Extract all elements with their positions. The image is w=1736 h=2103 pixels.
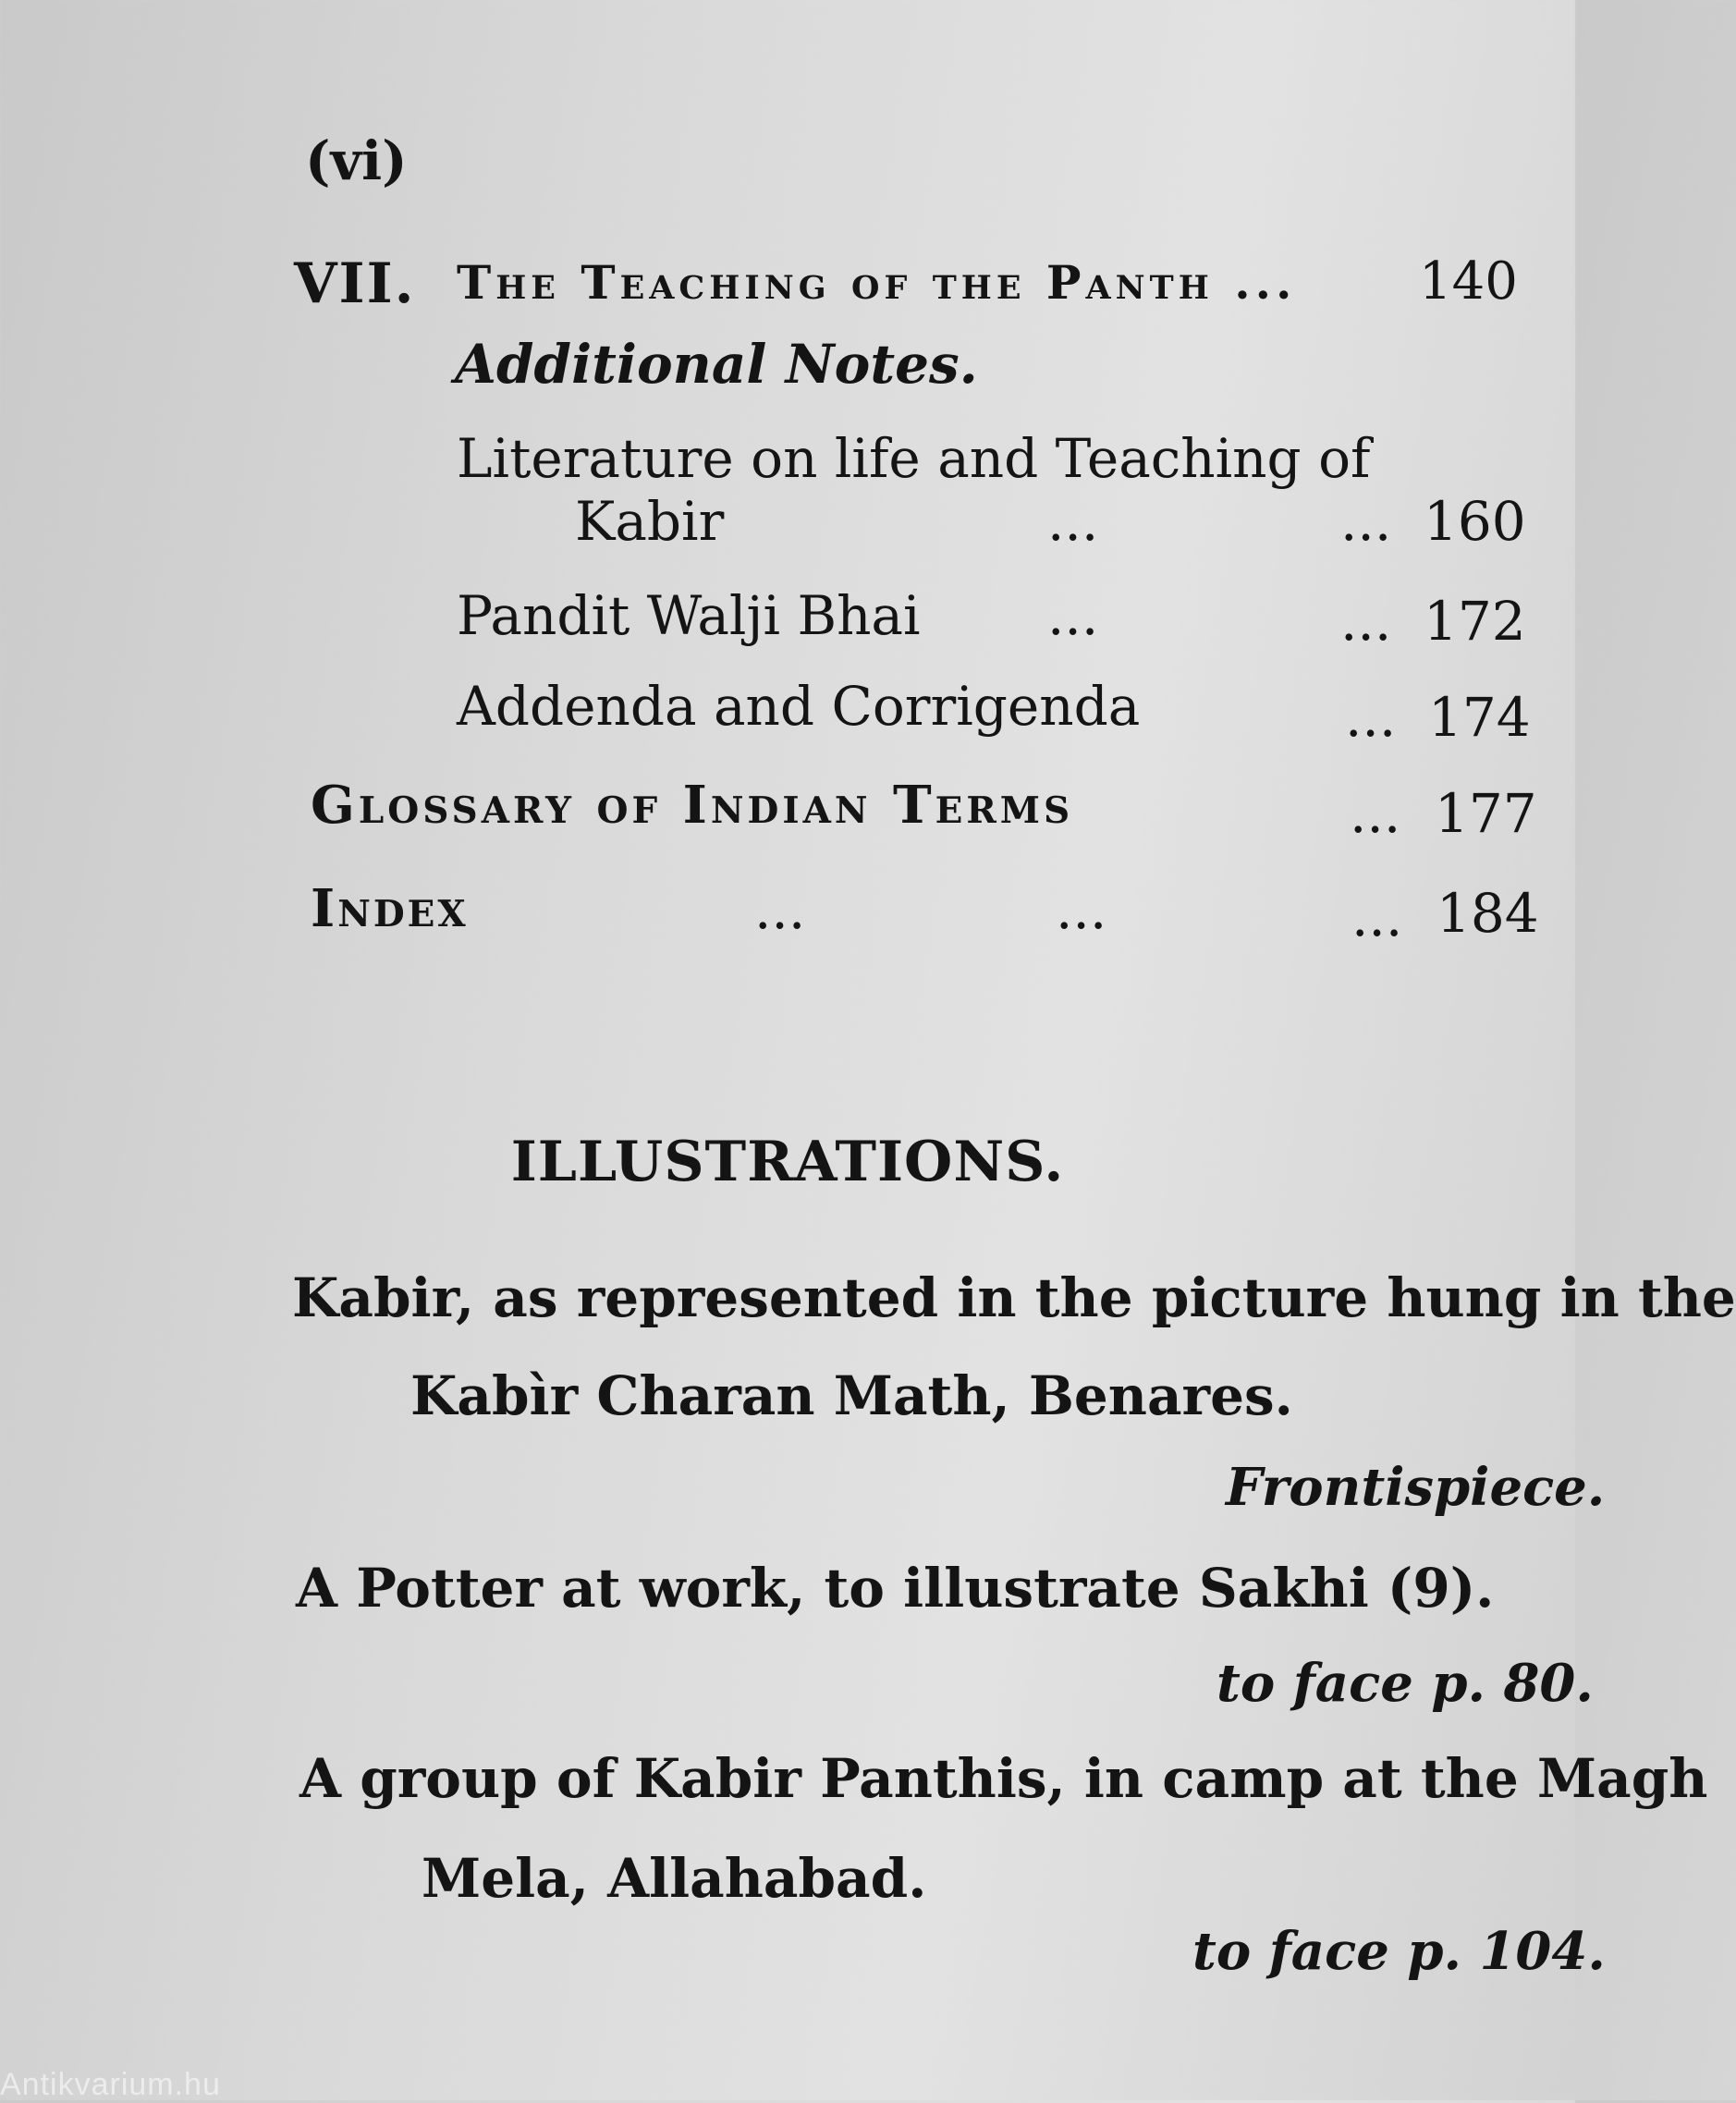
illustration-caption: Kabir, as represented in the picture hung in the xyxy=(292,1266,1736,1329)
dot-leader: ... xyxy=(1340,490,1392,553)
illustration-caption: A Potter at work, to illustrate Sakhi (9). xyxy=(296,1557,1495,1620)
glossary-page: 177 xyxy=(1435,782,1537,845)
page-number: (vi) xyxy=(305,129,408,192)
dot-leader: ... xyxy=(1340,590,1392,653)
toc-entry-title: Pandit Walji Bhai xyxy=(457,584,921,647)
dot-leader: ... xyxy=(1345,686,1397,749)
chapter-page-number: 140 xyxy=(1419,251,1518,312)
glossary-title: Glossary of Indian Terms xyxy=(311,775,1074,836)
toc-entry-title: Literature on life and Teaching of xyxy=(457,427,1371,490)
illustration-caption-continued: Mela, Allahabad. xyxy=(422,1847,927,1910)
dot-leader: ... xyxy=(1351,886,1403,948)
additional-notes-heading: Additional Notes. xyxy=(455,333,978,396)
chapter-numeral: VII. xyxy=(294,251,416,316)
toc-entry-page: 160 xyxy=(1424,490,1526,553)
toc-entry-title-continued: Kabir xyxy=(575,490,725,553)
illustration-reference: to face p. 80. xyxy=(1216,1653,1594,1714)
index-title: Index xyxy=(311,878,469,939)
dot-leader: ... xyxy=(754,878,806,941)
dot-leader: ... xyxy=(1047,490,1099,553)
chapter-title: The Teaching of the Panth ... xyxy=(457,255,1297,310)
illustration-reference: to face p. 104. xyxy=(1192,1921,1606,1982)
index-page: 184 xyxy=(1436,882,1539,945)
toc-entry-title: Addenda and Corrigenda xyxy=(457,675,1141,738)
illustration-caption: A group of Kabir Panthis, in camp at the Magh xyxy=(300,1747,1708,1810)
dot-leader: ... xyxy=(1350,782,1401,845)
illustration-reference: Frontispiece. xyxy=(1226,1457,1606,1518)
dot-leader: ... xyxy=(1047,584,1099,647)
watermark: Antikvarium.hu xyxy=(0,2067,221,2102)
illustrations-heading: ILLUSTRATIONS. xyxy=(510,1130,1065,1194)
toc-entry-page: 174 xyxy=(1428,686,1531,749)
toc-entry-page: 172 xyxy=(1424,590,1526,653)
dot-leader: ... xyxy=(1056,878,1107,941)
illustration-caption-continued: Kabìr Charan Math, Benares. xyxy=(410,1364,1293,1427)
